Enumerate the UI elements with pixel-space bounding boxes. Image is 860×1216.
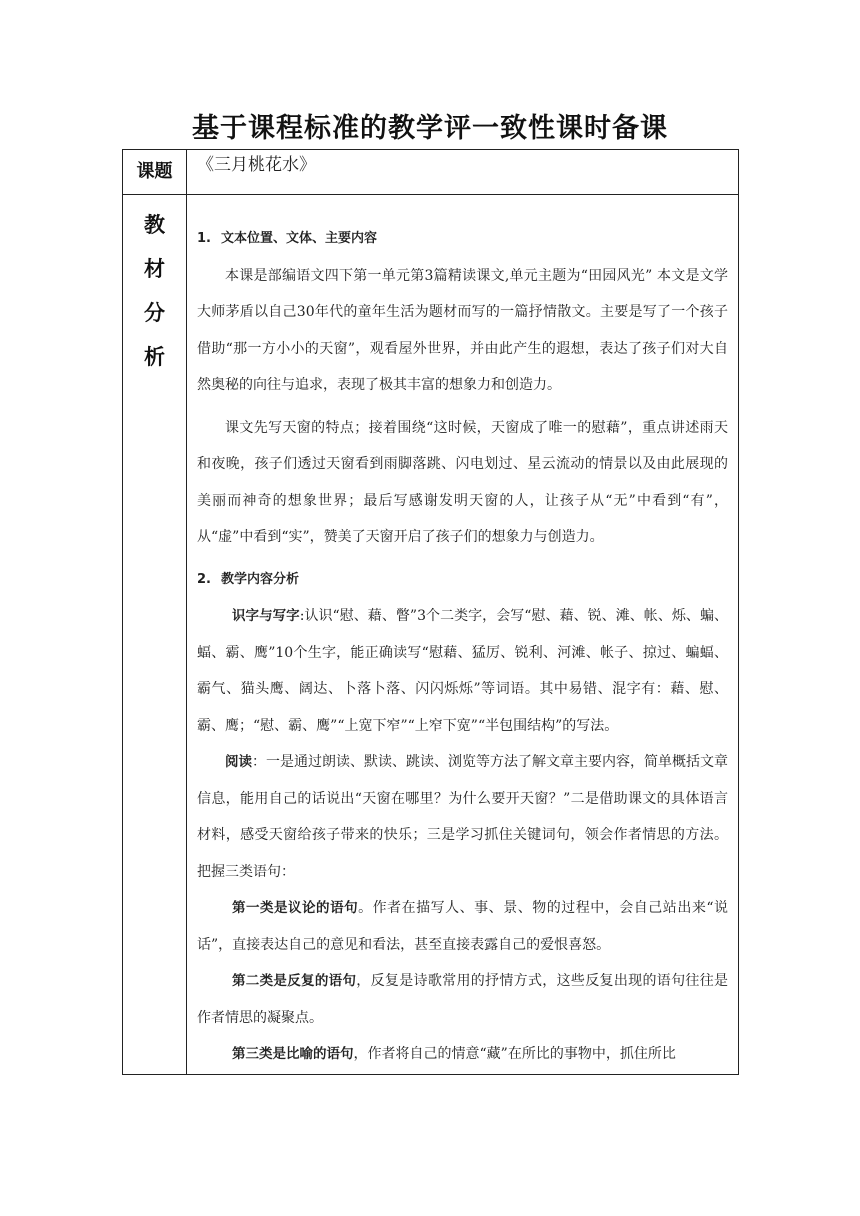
paragraph-reading	[197, 744, 728, 890]
reading-text: ：一是通过朗读、默读、跳读、浏览等方法了解文章主要内容，简单概括文章信息，能用自己的话说出“天窗在哪里？为什么要开天窗？”二是借助课文的具体语言材料，感受天窗给孩子带来的快乐；三是学习抓住关键词句，领会作者情思的方法。把握三类语句：	[197, 754, 728, 880]
type3-label: 第三类是比喻的语句	[232, 1046, 354, 1062]
analysis-label-char: 教	[144, 213, 165, 237]
paragraph-sentence-type-1	[197, 890, 728, 963]
section-heading-1	[197, 221, 728, 258]
paragraph-text-structure: 课文先写天窗的特点；接着围绕“这时候，天窗成了唯一的慰藉”，重点讲述雨天和夜晚，孩子们透过天窗看到雨脚落跳、闪电划过、星云流动的情景以及由此展现的美丽而神奇的想象世界；最后写感谢发明天窗的人，让孩子从“无”中看到“有”，从“虚”中看到“实”，赞美了天窗开启了孩子们的想象力与创造力。	[197, 419, 728, 545]
type1-text: 。作者在描写人、事、景、物的过程中，会自己站出来“说话”，直接表达自己的意见和看法，甚至直接表露自己的爱恨喜怒。	[197, 900, 729, 953]
analysis-row	[123, 195, 739, 1075]
lesson-plan-table	[122, 149, 739, 1075]
type1-label: 第一类是议论的语句	[232, 900, 359, 916]
literacy-label: 识字与写字	[232, 608, 300, 624]
paragraph-sentence-type-3	[197, 1036, 728, 1073]
analysis-content	[187, 195, 739, 1075]
type3-text: ，作者将自己的情意“藏”在所比的事物中，抓住所比	[353, 1046, 676, 1062]
analysis-label-char: 材	[144, 257, 165, 281]
topic-row	[123, 150, 739, 195]
document-title: 基于课程标准的教学评一致性课时备课	[192, 113, 668, 144]
analysis-label-cell	[123, 195, 187, 1075]
analysis-label-char: 分	[144, 301, 165, 325]
section-number: 1.	[197, 231, 211, 246]
type2-label: 第二类是反复的语句	[232, 973, 357, 989]
paragraph-text-position: 本课是部编语文四下第一单元第3篇精读课文,单元主题为“田园风光” 本文是文学大师茅盾以自己30年代的童年生活为题材而写的一篇抒情散文。主要是写了一个孩子借助“那一方小小的天窗”，观看屋外世界，并由此产生的遐想，表达了孩子们对大自然奥秘的向往与追求，表现了极其丰富的想象力和创造力。	[197, 267, 728, 393]
section-number: 2.	[197, 571, 211, 587]
reading-label: 阅读	[225, 754, 252, 770]
topic-value: 《三月桃花水》	[187, 150, 739, 195]
analysis-label-char: 析	[144, 345, 165, 369]
paragraph-literacy	[197, 598, 728, 744]
section-heading-2	[197, 562, 728, 599]
literacy-text: :认识“慰、藉、瞥”3个二类字，会写“慰、藉、锐、滩、帐、烁、蝙、蝠、霸、鹰”10个生字，能正确读写“慰藉、猛厉、锐利、河滩、帐子、掠过、蝙蝠、霸气、猫头鹰、阔达、卜落卜落、闪闪烁烁”等词语。其中易错、混字有：藉、慰、霸、鹰；“慰、霸、鹰”“上宽下窄”“上窄下宽”“半包围结构”的写法。	[197, 608, 728, 734]
paragraph-sentence-type-2	[197, 963, 728, 1036]
type2-text: ，反复是诗歌常用的抒情方式，这些反复出现的语句往往是作者情思的凝聚点。	[197, 973, 729, 1026]
section-heading-text: 教学内容分析	[220, 571, 299, 587]
section-heading-text: 文本位置、文体、主要内容	[220, 231, 377, 246]
analysis-label	[123, 195, 186, 379]
topic-label: 课题	[123, 150, 187, 195]
